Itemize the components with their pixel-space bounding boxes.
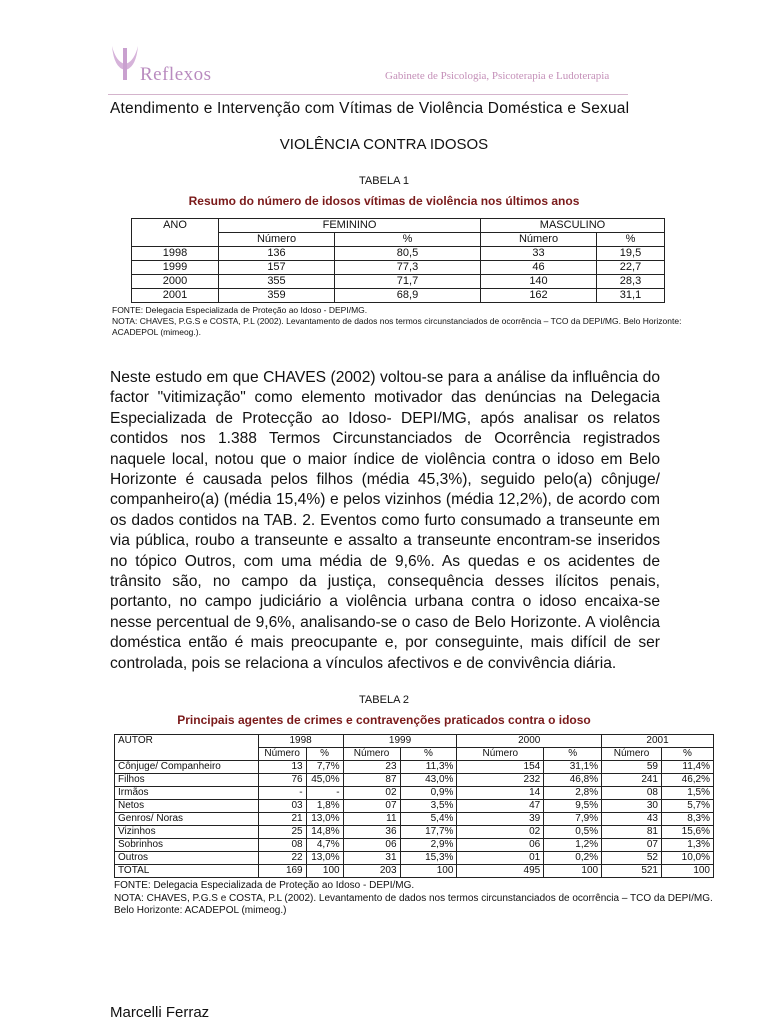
table-cell: 17,7% (400, 826, 457, 839)
table-cell: 7,7% (306, 761, 343, 774)
table-cell: TOTAL (115, 865, 259, 878)
table-cell: 355 (219, 275, 335, 289)
table-cell: 25 (258, 826, 306, 839)
table-cell: Filhos (115, 774, 259, 787)
table-cell: Outros (115, 852, 259, 865)
table-row (115, 813, 714, 826)
header-pct: % (597, 233, 665, 247)
document-body (0, 100, 768, 918)
table-cell: Irmãos (115, 787, 259, 800)
table-cell: Sobrinhos (115, 839, 259, 852)
table-cell: 100 (662, 865, 714, 878)
table-cell: Cônjuge/ Companheiro (115, 761, 259, 774)
table-cell: 13 (258, 761, 306, 774)
table1 (131, 218, 665, 303)
table-row (132, 261, 665, 275)
table-cell: 7,9% (544, 813, 602, 826)
table-cell: 30 (602, 800, 662, 813)
table-cell: 45,0% (306, 774, 343, 787)
table-cell: 11,4% (662, 761, 714, 774)
table-cell: 31,1 (597, 289, 665, 303)
table-cell: 47 (457, 800, 544, 813)
table-cell: 495 (457, 865, 544, 878)
header-year: 2000 (457, 735, 602, 748)
table-cell: 07 (343, 800, 400, 813)
table-cell: 3,5% (400, 800, 457, 813)
table-cell: 39 (457, 813, 544, 826)
table-cell: 100 (544, 865, 602, 878)
header-year: 2001 (602, 735, 714, 748)
table-cell: 1,3% (662, 839, 714, 852)
table-row (115, 787, 714, 800)
header-pct: % (662, 748, 714, 761)
table-cell: 0,9% (400, 787, 457, 800)
table-cell: 157 (219, 261, 335, 275)
table2-fonte: FONTE: Delegacia Especializada de Proteção ao Idoso - DEPI/MG. (114, 880, 415, 892)
table-cell: 06 (457, 839, 544, 852)
table-row (115, 826, 714, 839)
table2-label: TABELA 2 (359, 694, 409, 707)
table-cell: 02 (343, 787, 400, 800)
table-cell: 2,9% (400, 839, 457, 852)
table-cell: 1998 (132, 247, 219, 261)
table-cell: 359 (219, 289, 335, 303)
table-cell: 19,5 (597, 247, 665, 261)
table2 (114, 734, 714, 878)
table1-label: TABELA 1 (359, 175, 409, 187)
table-cell: 0,5% (544, 826, 602, 839)
table-cell: 52 (602, 852, 662, 865)
table-cell: 68,9 (335, 289, 481, 303)
table-cell: 1,2% (544, 839, 602, 852)
document-title: Atendimento e Intervenção com Vítimas de Violência Doméstica e Sexual (110, 100, 630, 117)
table-cell: 162 (481, 289, 597, 303)
table-row (115, 865, 714, 878)
table-cell: 06 (343, 839, 400, 852)
table1-nota: NOTA: CHAVES, P.G.S e COSTA, P.L (2002). Levantamento de dados nos termos circunstanciados de ocorrência – TCO da DEPI/MG. Belo Horizonte: ACADEPOL (mimeog.). (112, 316, 682, 337)
table-cell: 08 (602, 787, 662, 800)
header-numero: Número (258, 748, 306, 761)
table-cell: 31 (343, 852, 400, 865)
table-cell: 80,5 (335, 247, 481, 261)
header-year: 1998 (258, 735, 343, 748)
table-row (132, 247, 665, 261)
table-cell: 11,3% (400, 761, 457, 774)
table-cell: 5,7% (662, 800, 714, 813)
table-cell: 07 (602, 839, 662, 852)
table-cell: 13,0% (306, 813, 343, 826)
table-cell: 2,8% (544, 787, 602, 800)
table-cell: 232 (457, 774, 544, 787)
table-cell: 59 (602, 761, 662, 774)
table-cell: 77,3 (335, 261, 481, 275)
section-title: VIOLÊNCIA CONTRA IDOSOS (279, 136, 489, 153)
table-cell: 169 (258, 865, 306, 878)
table-cell: 8,3% (662, 813, 714, 826)
header-numero: Número (343, 748, 400, 761)
table-cell: 23 (343, 761, 400, 774)
table-cell: 36 (343, 826, 400, 839)
table-cell: 01 (457, 852, 544, 865)
table-cell: 81 (602, 826, 662, 839)
table-cell: 140 (481, 275, 597, 289)
table-row (132, 289, 665, 303)
table-cell: 46,8% (544, 774, 602, 787)
table-cell: 11 (343, 813, 400, 826)
header-pct: % (544, 748, 602, 761)
table-cell: 521 (602, 865, 662, 878)
table-cell: 46 (481, 261, 597, 275)
table-cell: 33 (481, 247, 597, 261)
table-cell: 15,3% (400, 852, 457, 865)
header-pct: % (335, 233, 481, 247)
header-feminino: FEMININO (219, 219, 481, 233)
header-numero: Número (219, 233, 335, 247)
table-cell: 10,0% (662, 852, 714, 865)
table-cell: 14,8% (306, 826, 343, 839)
table-cell: 0,2% (544, 852, 602, 865)
header-numero: Número (481, 233, 597, 247)
table-cell: 1,5% (662, 787, 714, 800)
body-paragraph: Neste estudo em que CHAVES (2002) voltou-se para a análise da influência do factor "vitimização" como elemento motivador das denúncias na Delegacia Especializada de Protecção ao Idoso- DEPI/MG, após analisar os relatos contidos nos 1.388 Termos Circunstanciados de Ocorrência registrados naquele local, notou que o maior índice de violência contra o idoso em Belo Horizonte é causada pelos filhos (média 45,3%), seguido pelo(a) cônjuge/ companheiro(a) (média 15,4%) e pelos vizinhos (média 12,2%), de acordo com os dados contidos na TAB. 2. Eventos como furto consumado a transeunte em via pública, roubo a transeunte e assalto a transeunte encontram-se inseridos no tópico Outros, com uma média de 9,6%. As quedas e os acidentes de trânsito são, no campo da justiça, consequência desses ilícitos penais, portanto, no campo judiciário a violência urbana contra o idoso encaixa-se nesse percentual de 9,6%, analisando-se o caso de Belo Horizonte. A violência doméstica então é mais preocupante e, por conseguinte, mais difícil de ser controlada, pois se relaciona a vínculos afectivos e de convivência diária. (110, 369, 660, 672)
header-ano: ANO (132, 219, 219, 247)
table-cell: 28,3 (597, 275, 665, 289)
table-cell: 13,0% (306, 852, 343, 865)
table1-source (112, 305, 712, 338)
table-cell: 46,2% (662, 774, 714, 787)
table-cell: 22,7 (597, 261, 665, 275)
table-row (115, 761, 714, 774)
table-cell: 4,7% (306, 839, 343, 852)
table-cell: 241 (602, 774, 662, 787)
table-cell: 2001 (132, 289, 219, 303)
header-pct: % (306, 748, 343, 761)
header-autor: AUTOR (115, 735, 259, 761)
table-cell: - (306, 787, 343, 800)
logo-icon (108, 44, 142, 80)
table-cell: - (258, 787, 306, 800)
table2-caption: Principais agentes de crimes e contravenções praticados contra o idoso (177, 713, 591, 728)
table-cell: 203 (343, 865, 400, 878)
table-cell: 03 (258, 800, 306, 813)
header-pct: % (400, 748, 457, 761)
table-row (115, 852, 714, 865)
table-cell: 154 (457, 761, 544, 774)
table-cell: 43,0% (400, 774, 457, 787)
table-cell: 87 (343, 774, 400, 787)
table-row (115, 839, 714, 852)
table-cell: 21 (258, 813, 306, 826)
table-cell: 14 (457, 787, 544, 800)
table-cell: 100 (400, 865, 457, 878)
header-numero: Número (457, 748, 544, 761)
header-divider (108, 94, 628, 95)
table2-nota: NOTA: CHAVES, P.G.S e COSTA, P.L (2002). Levantamento de dados nos termos circunstanciados de ocorrência – TCO da DEPI/MG. Belo Horizonte: ACADEPOL (mimeog.) (114, 892, 713, 917)
table-cell: 15,6% (662, 826, 714, 839)
header-year: 1999 (343, 735, 457, 748)
table-cell: Netos (115, 800, 259, 813)
table2-source (114, 880, 719, 918)
table-cell: 136 (219, 247, 335, 261)
header-masculino: MASCULINO (481, 219, 665, 233)
table-cell: 02 (457, 826, 544, 839)
table-cell: 08 (258, 839, 306, 852)
table-cell: 5,4% (400, 813, 457, 826)
table-cell: 100 (306, 865, 343, 878)
table-cell: 1,8% (306, 800, 343, 813)
table-cell: 31,1% (544, 761, 602, 774)
table-row (115, 774, 714, 787)
table-cell: Genros/ Noras (115, 813, 259, 826)
tagline: Gabinete de Psicologia, Psicoterapia e Ludoterapia (385, 70, 610, 82)
table-cell: 43 (602, 813, 662, 826)
table-cell: 1999 (132, 261, 219, 275)
table-cell: 71,7 (335, 275, 481, 289)
footer-author: Marcelli Ferraz (110, 1004, 210, 1021)
table-row (132, 275, 665, 289)
table1-caption: Resumo do número de idosos vítimas de violência nos últimos anos (188, 194, 580, 208)
table-cell: 76 (258, 774, 306, 787)
table-cell: 22 (258, 852, 306, 865)
table-cell: 2000 (132, 275, 219, 289)
header-numero: Número (602, 748, 662, 761)
logo-text: Reflexos (140, 64, 212, 85)
table1-fonte: FONTE: Delegacia Especializada de Proteção ao Idoso - DEPI/MG. (112, 305, 368, 315)
table-row (115, 800, 714, 813)
table-cell: Vizinhos (115, 826, 259, 839)
table-cell: 9,5% (544, 800, 602, 813)
